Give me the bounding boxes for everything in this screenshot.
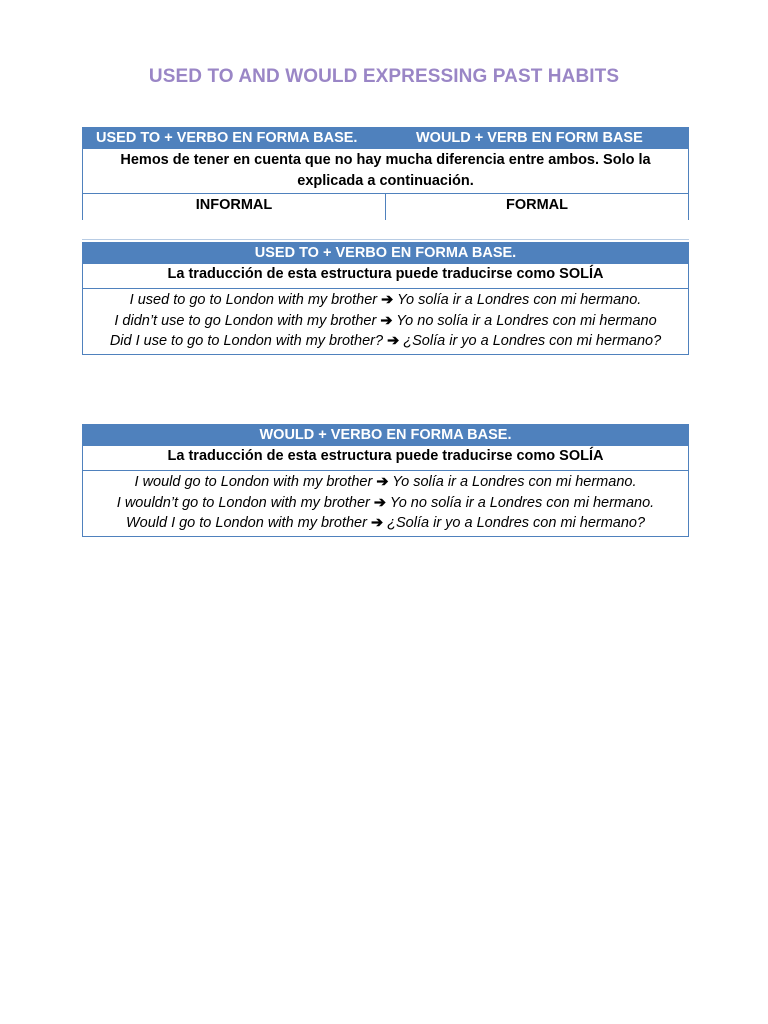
arrow-right-icon: ➔ bbox=[381, 292, 394, 308]
arrow-right-icon: ➔ bbox=[373, 494, 387, 511]
arrow-right-icon: ➔ bbox=[370, 515, 384, 531]
example-line: Would I go to London with my brother ➔ ¿Solía ir yo a Londres con mi hermano? bbox=[125, 515, 646, 531]
arrow-right-icon: ➔ bbox=[376, 474, 389, 490]
page-title: USED TO AND WOULD EXPRESSING PAST HABITS bbox=[148, 66, 620, 87]
would-examples bbox=[83, 471, 688, 536]
arrow-right-icon: ➔ bbox=[380, 312, 393, 329]
used-to-subheader: La traducción de esta estructura puede traducirse como SOLÍA bbox=[83, 264, 688, 289]
example-line: I didn’t use to go London with my brother ➔ Yo no solía ir a Londres con mi hermano bbox=[114, 312, 657, 329]
used-to-examples bbox=[83, 289, 688, 354]
arrow-right-icon: ➔ bbox=[387, 333, 400, 349]
example-line: I used to go to London with my brother ➔ Yo solía ir a Londres con mi hermano. bbox=[129, 292, 642, 308]
used-to-table bbox=[82, 242, 689, 355]
header-would: WOULD + VERB EN FORM BASE bbox=[416, 130, 643, 146]
register-formal: FORMAL bbox=[505, 197, 568, 213]
comparison-note: Hemos de tener en cuenta que no hay mucha diferencia entre ambos. Solo la explicada a continuación. bbox=[83, 149, 688, 194]
example-line: I would go to London with my brother ➔ Yo solía ir a Londres con mi hermano. bbox=[134, 474, 637, 490]
header-used-to: USED TO + VERBO EN FORMA BASE. bbox=[96, 130, 358, 146]
would-header: WOULD + VERBO EN FORMA BASE. bbox=[83, 424, 688, 446]
register-informal: INFORMAL bbox=[83, 194, 386, 220]
example-line: I wouldn’t go to London with my brother ➔ Yo no solía ir a Londres con mi hermano. bbox=[116, 494, 655, 511]
register-row bbox=[83, 194, 688, 220]
comparison-table bbox=[82, 127, 689, 220]
used-to-header: USED TO + VERBO EN FORMA BASE. bbox=[83, 242, 688, 264]
would-subheader: La traducción de esta estructura puede traducirse como SOLÍA bbox=[83, 446, 688, 471]
would-table bbox=[82, 424, 689, 537]
comparison-table-header bbox=[83, 127, 688, 149]
example-line: Did I use to go to London with my brother? ➔ ¿Solía ir yo a Londres con mi hermano? bbox=[109, 333, 662, 349]
